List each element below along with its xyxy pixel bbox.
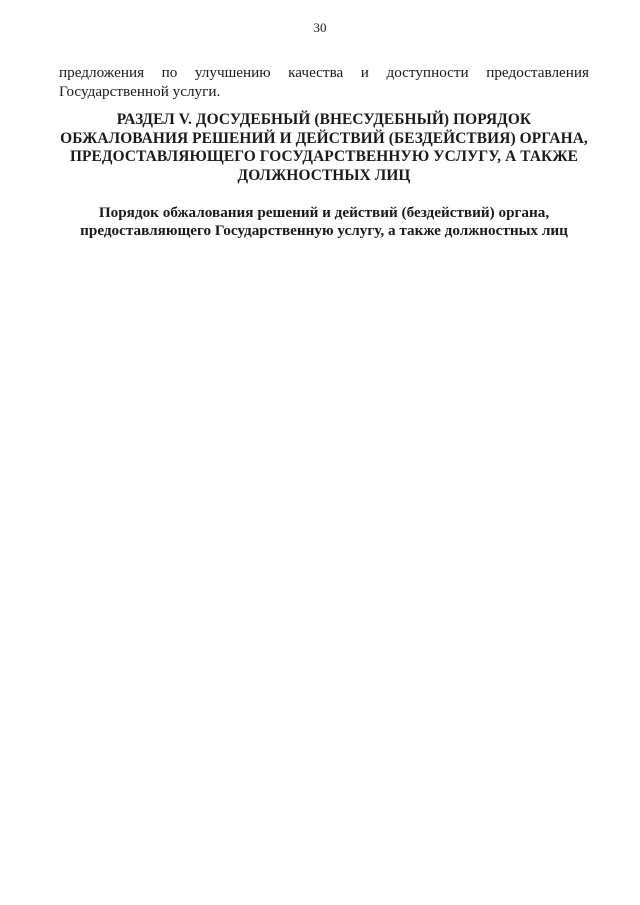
section-title: РАЗДЕЛ V. ДОСУДЕБНЫЙ (ВНЕСУДЕБНЫЙ) ПОРЯДОК ОБЖАЛОВАНИЯ РЕШЕНИЙ И ДЕЙСТВИЙ (БЕЗДЕЙСТВИЯ) ОРГАНА, ПРЕДОСТАВЛЯЮЩЕГО ГОСУДАРСТВЕННУЮ УСЛУГУ, А ТАКЖЕ ДОЛЖНОСТНЫХ ЛИЦ <box>60 111 588 184</box>
page-content <box>59 64 589 251</box>
subsection-title: Порядок обжалования решений и действий (бездействий) органа, предоставляющего Государственную услугу, а также должностных лиц <box>80 203 568 240</box>
continuation-paragraph: предложения по улучшению качества и доступности предоставления Государственной услуги. <box>59 64 589 100</box>
page-number: 30 <box>313 20 327 35</box>
